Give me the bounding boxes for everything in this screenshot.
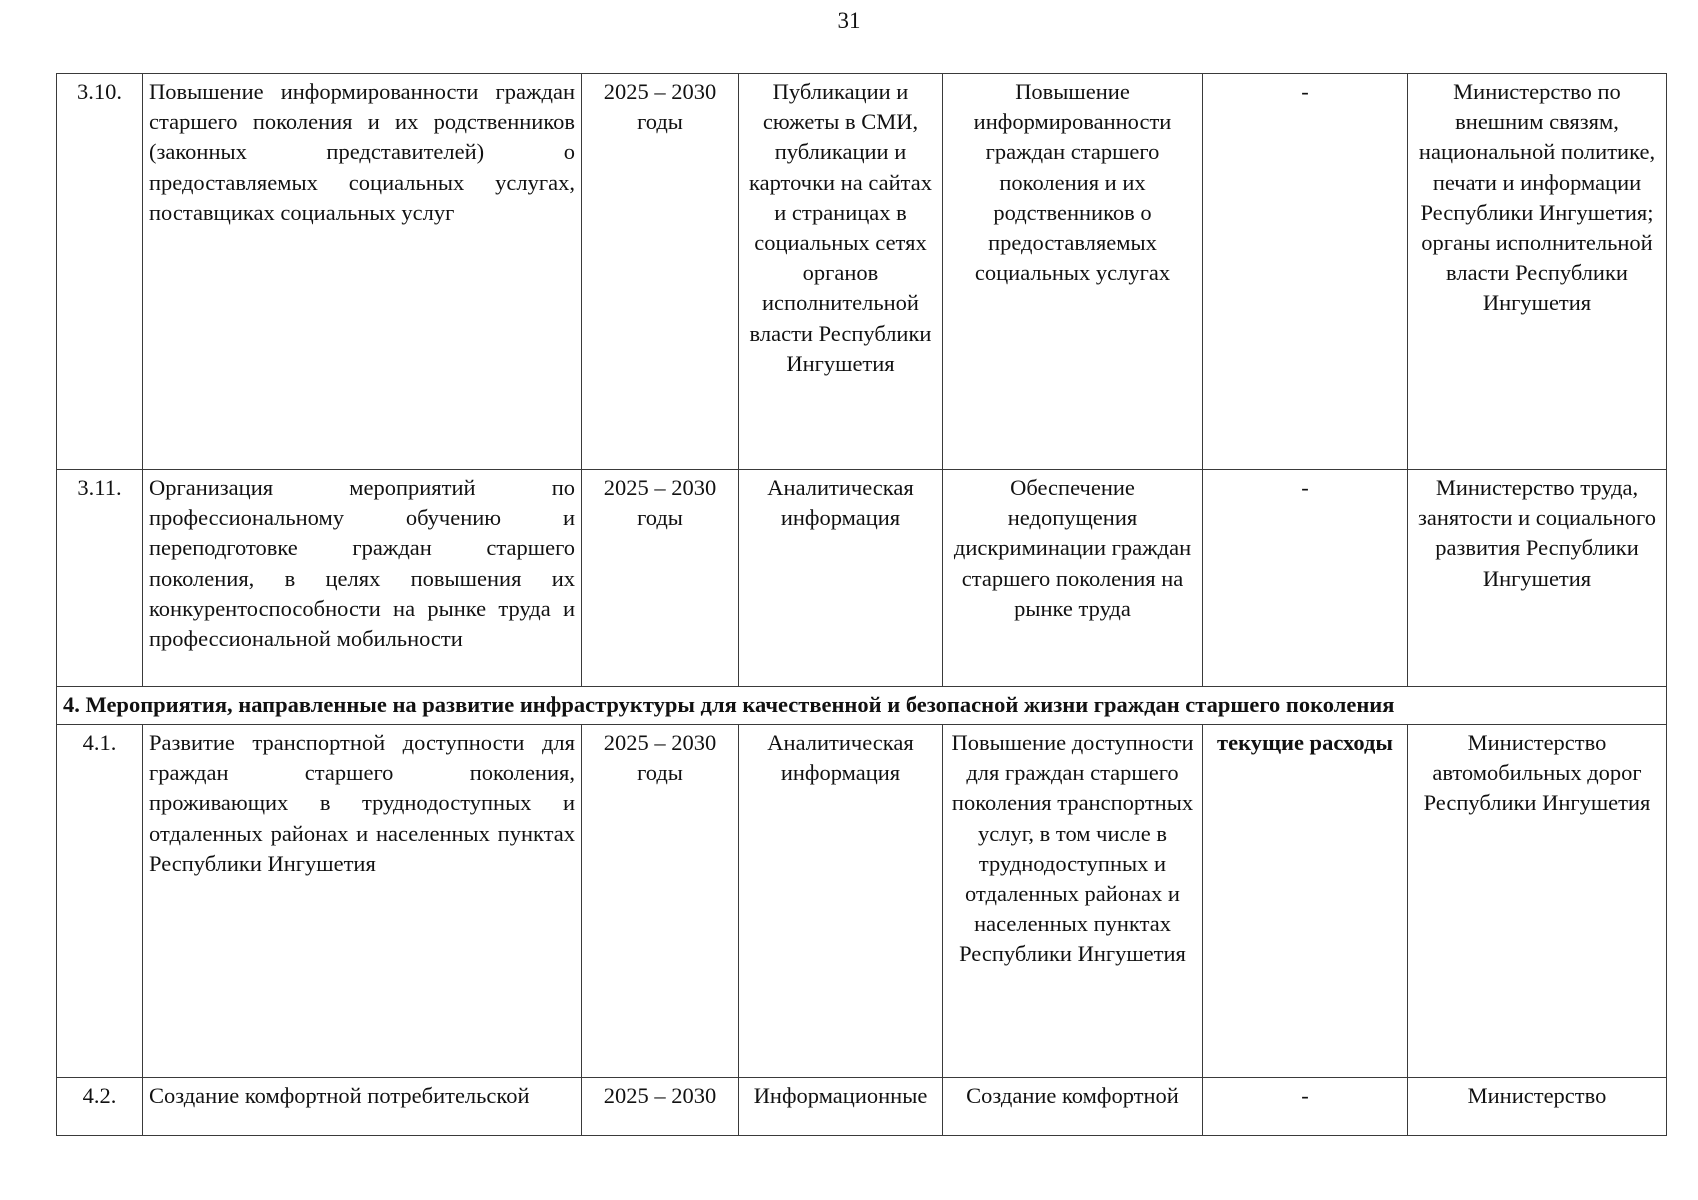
completion-form: Информационные [739,1078,943,1136]
section-title: 4. Мероприятия, направленные на развитие инфраструктуры для качественной и безопасной жизни граждан старшего поколения [57,687,1667,725]
implementation-period: 2025 – 2030 [582,1078,739,1136]
implementation-period: 2025 – 2030 годы [582,725,739,1078]
page-number: 31 [837,8,861,33]
measure-name: Повышение информированности граждан старшего поколения и их родственников (законных представителей) о предоставляемых социальных услугах, поставщиках социальных услуг [143,74,582,470]
funding-source: - [1203,74,1408,470]
table-row [57,470,1667,687]
expected-result: Повышение доступности для граждан старшего поколения транспортных услуг, в том числе в труднодоступных и отдаленных районах и населенных пунктах Республики Ингушетия [943,725,1203,1078]
completion-form: Публикации и сюжеты в СМИ, публикации и карточки на сайтах и страницах в социальных сетях органов исполнительной власти Республики Ингушетия [739,74,943,470]
measures-table [56,73,1667,1136]
funding-source: - [1203,1078,1408,1136]
expected-result: Повышение информированности граждан старшего поколения и их родственников о предоставляемых социальных услугах [943,74,1203,470]
measure-name: Развитие транспортной доступности для граждан старшего поколения, проживающих в труднодоступных и отдаленных районах и населенных пунктах Республики Ингушетия [143,725,582,1078]
table-row [57,74,1667,470]
table-row [57,1078,1667,1136]
row-number: 4.1. [57,725,143,1078]
responsible-executor: Министерство по внешним связям, национальной политике, печати и информации Республики Ингушетия; органы исполнительной власти Республики Ингушетия [1408,74,1667,470]
funding-source: текущие расходы [1203,725,1408,1078]
expected-result: Обеспечение недопущения дискриминации граждан старшего поколения на рынке труда [943,470,1203,687]
completion-form: Аналитическая информация [739,470,943,687]
completion-form: Аналитическая информация [739,725,943,1078]
row-number: 4.2. [57,1078,143,1136]
implementation-period: 2025 – 2030 годы [582,470,739,687]
row-number: 3.10. [57,74,143,470]
expected-result: Создание комфортной [943,1078,1203,1136]
row-number: 3.11. [57,470,143,687]
section-row [57,687,1667,725]
implementation-period: 2025 – 2030 годы [582,74,739,470]
measure-name: Создание комфортной потребительской [143,1078,582,1136]
measure-name: Организация мероприятий по профессиональному обучению и переподготовке граждан старшего поколения, в целях повышения их конкурентоспособности на рынке труда и профессиональной мобильности [143,470,582,687]
table-row [57,725,1667,1078]
responsible-executor: Министерство автомобильных дорог Республики Ингушетия [1408,725,1667,1078]
funding-source: - [1203,470,1408,687]
responsible-executor: Министерство [1408,1078,1667,1136]
responsible-executor: Министерство труда, занятости и социального развития Республики Ингушетия [1408,470,1667,687]
